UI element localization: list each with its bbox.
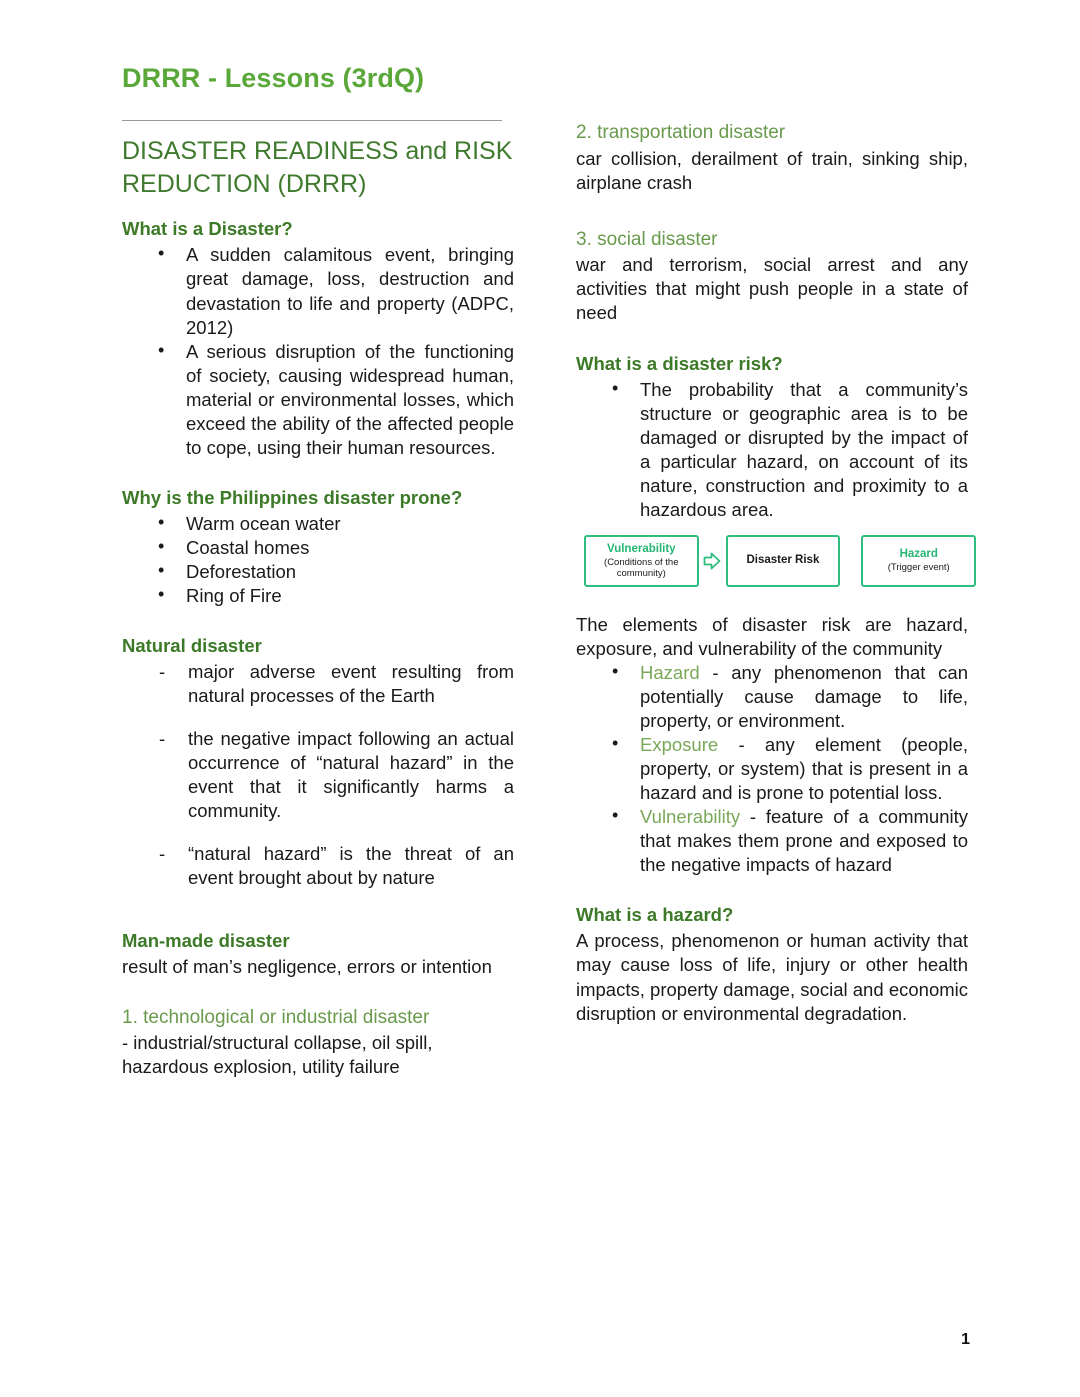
- diagram-box-title: Disaster Risk: [746, 554, 820, 567]
- main-heading: DISASTER READINESS and RISK REDUCTION (DRRR): [122, 137, 513, 199]
- text-social-disaster: war and terrorism, social arrest and any activities that might push people in a state of need: [576, 254, 968, 324]
- disaster-risk-diagram: [584, 535, 976, 587]
- diagram-box-title: Vulnerability: [606, 542, 676, 555]
- list-item-text: - any phenomenon that can potentially cause damage to life, property, or environment.: [640, 661, 968, 732]
- text-transportation-disaster: car collision, derailment of train, sinking ship, airplane crash: [576, 147, 968, 193]
- list-disaster-risk: [576, 378, 968, 522]
- two-column-body: [122, 120, 970, 1079]
- spacer: [122, 608, 514, 634]
- spacer: [122, 979, 514, 1005]
- text-technological-disaster: - industrial/structural collapse, oil spill, hazardous explosion, utility failure: [122, 1032, 433, 1078]
- spacer: [576, 877, 968, 903]
- list-item-text: - feature of a community that makes them prone and exposed to the negative impacts of hazard: [640, 806, 968, 876]
- page-title: DRRR - Lessons (3rdQ): [122, 63, 425, 93]
- diagram-box-subtitle: (Trigger event): [887, 562, 950, 574]
- list-why-philippines-disaster-prone: [122, 512, 514, 608]
- list-item: • A serious disruption of the functioning of society, causing widespread human, material or environmental losses, which exceed the ability of the affected people to cope, using their human resources.: [186, 340, 514, 460]
- heading-what-is-a-disaster-risk: What is a disaster risk?: [576, 352, 783, 374]
- heading-what-is-a-hazard: What is a hazard?: [576, 904, 734, 926]
- heading-natural-disaster: Natural disaster: [122, 635, 262, 657]
- list-item: • The probability that a community’s structure or geographic area is to be damaged or disrupted by the impact of a particular hazard, on account of its nature, construction and proximity to a hazardous area.: [640, 378, 968, 522]
- list-item: [640, 805, 968, 877]
- diagram-box-title: Hazard: [899, 548, 938, 561]
- list-item: • Coastal homes: [186, 536, 514, 560]
- spacer: [576, 326, 968, 352]
- diagram-box-subtitle: (Conditions of the community): [604, 556, 679, 579]
- list-item: • A sudden calamitous event, bringing great damage, loss, destruction and devastation to life and property (ADPC, 2012): [186, 243, 514, 339]
- text-man-made-disaster: result of man’s negligence, errors or intention: [122, 955, 492, 977]
- list-item: - major adverse event resulting from natural processes of the Earth: [188, 660, 514, 708]
- diagram-box-vulnerability: [584, 535, 699, 587]
- left-column: [122, 120, 514, 1079]
- spacer: [576, 587, 968, 613]
- heading-man-made-disaster: Man-made disaster: [122, 929, 290, 951]
- heading-why-philippines-disaster-prone: Why is the Philippines disaster prone?: [122, 486, 463, 508]
- arrow-cell: [699, 551, 726, 571]
- keyword-exposure: Exposure: [640, 734, 719, 756]
- heading-what-is-a-disaster: What is a Disaster?: [122, 218, 293, 240]
- spacer: [122, 460, 514, 486]
- right-column: [576, 120, 968, 1025]
- spacer: [122, 910, 514, 929]
- heading-social-disaster: 3. social disaster: [576, 228, 718, 250]
- list-natural-disaster: [122, 660, 514, 890]
- list-item: - the negative impact following an actual occurrence of “natural hazard” in the event that it significantly harms a community.: [188, 727, 514, 823]
- list-item: [640, 661, 968, 733]
- spacer: [576, 195, 968, 227]
- text-elements-intro: The elements of disaster risk are hazard, exposure, and vulnerability of the community: [576, 613, 968, 659]
- list-elements-of-disaster-risk: [576, 661, 968, 877]
- right-arrow-icon: [703, 551, 721, 571]
- list-item: • Deforestation: [186, 560, 514, 584]
- list-item: • Ring of Fire: [186, 584, 514, 608]
- diagram-box-hazard: [861, 535, 976, 587]
- text-what-is-a-hazard: A process, phenomenon or human activity that may cause loss of life, injury or other health impacts, property damage, social and economic disruption or environmental degradation.: [576, 930, 968, 1024]
- list-item: • Warm ocean water: [186, 512, 514, 536]
- keyword-vulnerability: Vulnerability: [640, 806, 741, 828]
- diagram-box-disaster-risk: [726, 535, 841, 587]
- divider: [122, 120, 502, 121]
- heading-technological-disaster: 1. technological or industrial disaster: [122, 1006, 430, 1028]
- keyword-hazard: Hazard: [640, 661, 700, 683]
- list-item: [640, 733, 968, 805]
- list-item: - “natural hazard” is the threat of an event brought about by nature: [188, 842, 514, 890]
- heading-transportation-disaster: 2. transportation disaster: [576, 122, 786, 144]
- page-number: 1: [961, 1331, 970, 1348]
- list-what-is-a-disaster: [122, 243, 514, 459]
- list-item-text: - any element (people, property, or system) that is present in a hazard and is prone to potential loss.: [640, 734, 968, 804]
